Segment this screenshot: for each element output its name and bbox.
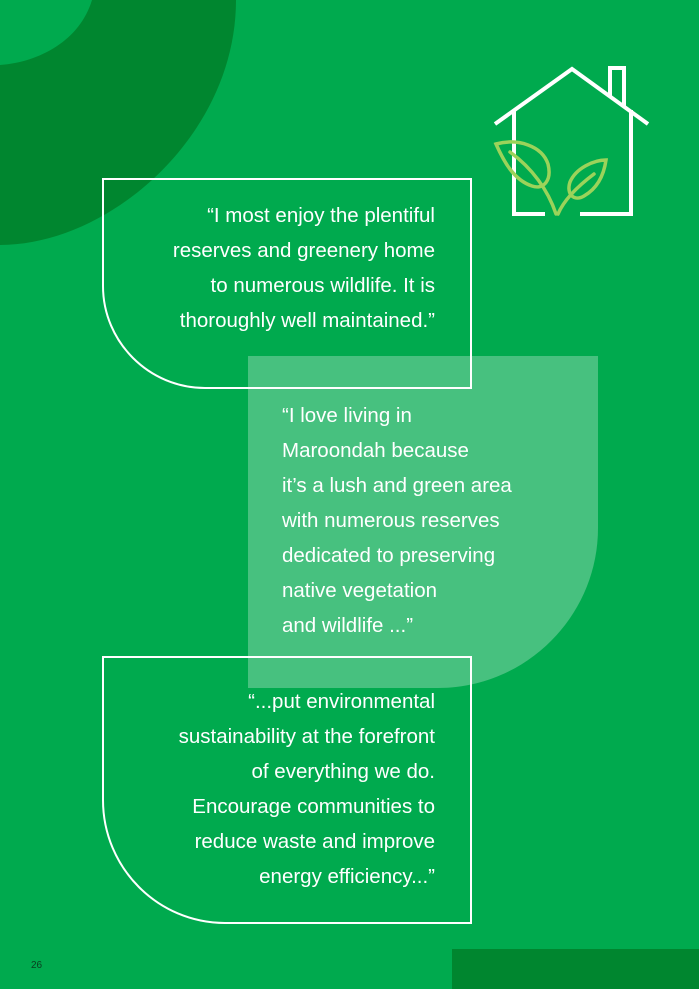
quote-3-line: of everything we do. bbox=[251, 760, 435, 783]
quote-2-line: it’s a lush and green area bbox=[282, 474, 512, 497]
quote-1-line: “I most enjoy the plentiful bbox=[207, 204, 435, 227]
quote-1-line: to numerous wildlife. It is bbox=[210, 274, 435, 297]
quote-2-line: with numerous reserves bbox=[282, 509, 500, 532]
quote-2-line: dedicated to preserving bbox=[282, 544, 496, 567]
quote-1-line: reserves and greenery home bbox=[172, 239, 435, 262]
quote-2-line: and wildlife ...” bbox=[282, 614, 414, 637]
quote-3 bbox=[179, 684, 435, 894]
quote-2-line: Maroondah because bbox=[282, 439, 469, 462]
page-number: 26 bbox=[31, 960, 43, 971]
quote-2 bbox=[282, 398, 512, 643]
quote-3-line: energy efficiency...” bbox=[259, 865, 435, 888]
quote-3-line: reduce waste and improve bbox=[194, 830, 435, 853]
quote-1 bbox=[173, 198, 435, 338]
quote-2-line: native vegetation bbox=[282, 579, 438, 602]
quote-3-line: Encourage communities to bbox=[192, 795, 435, 818]
quote-1-line: thoroughly well maintained.” bbox=[179, 309, 435, 332]
house-with-leaves-icon bbox=[490, 64, 652, 218]
quote-3-line: sustainability at the forefront bbox=[178, 725, 435, 748]
quote-2-line: “I love living in bbox=[282, 404, 412, 427]
quote-3-line: “...put environmental bbox=[248, 690, 435, 713]
